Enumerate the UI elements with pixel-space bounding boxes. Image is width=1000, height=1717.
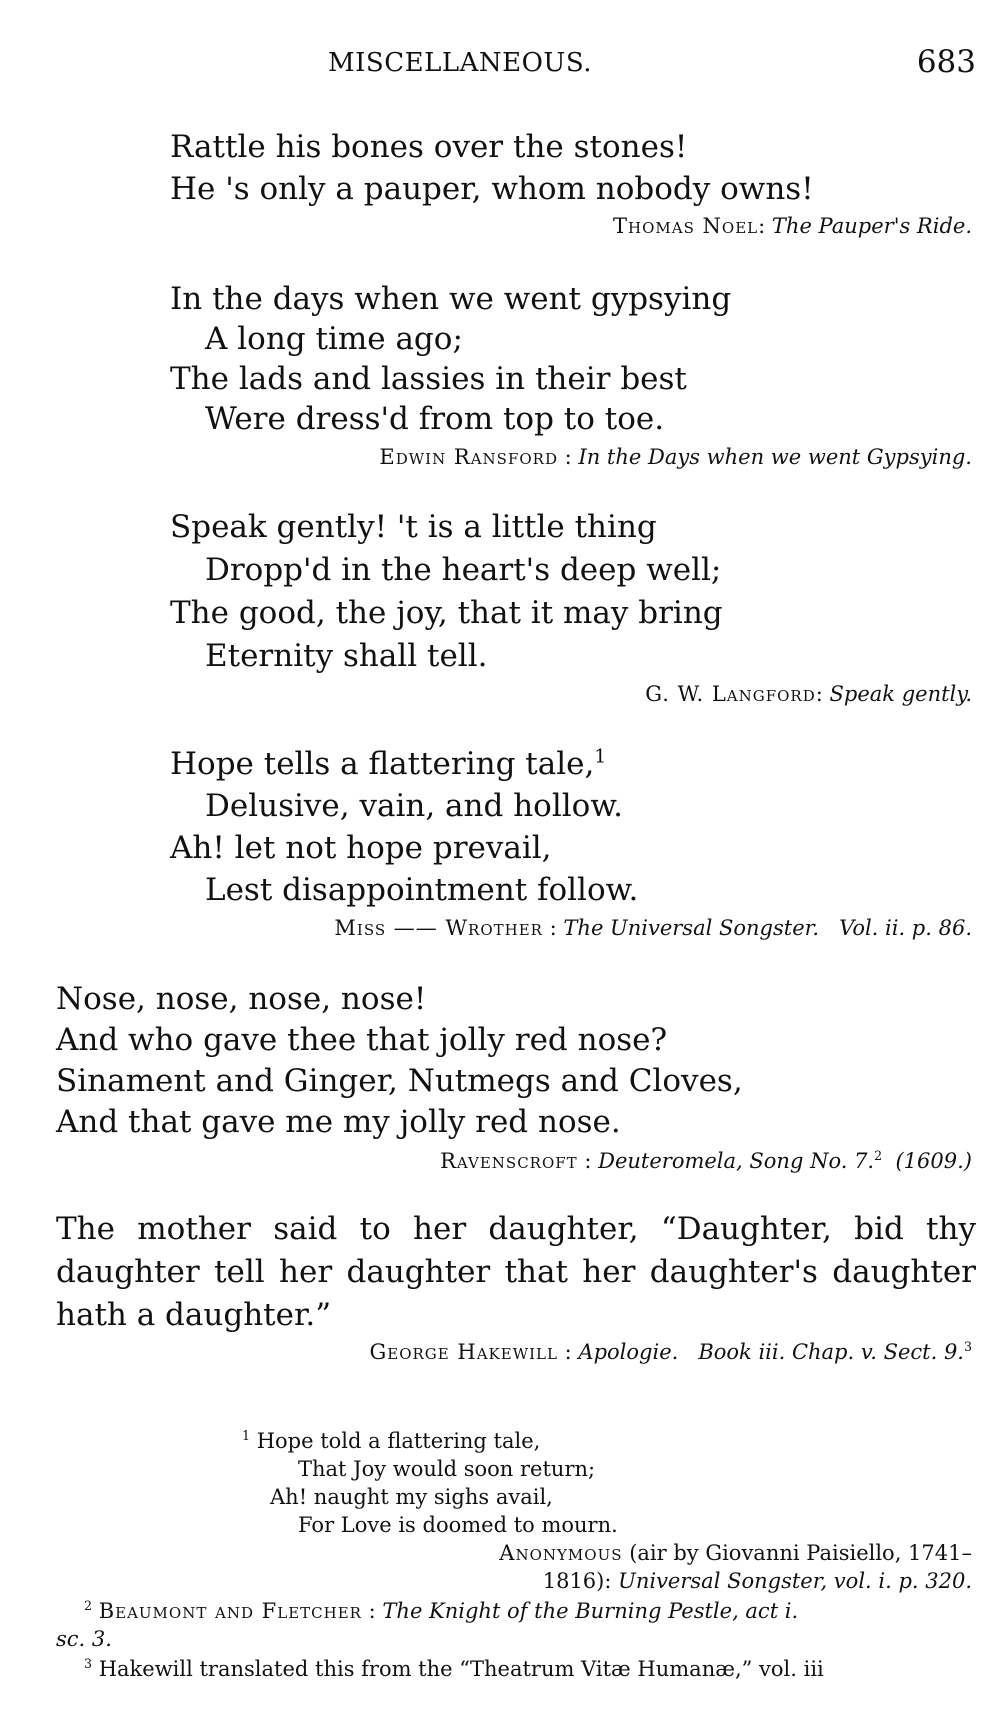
footnote-line: $^3$ Hakewill translated this from the “Theatrum Vitæ Humanæ,” vol. iii <box>84 1656 824 1681</box>
section-reference: Book iii. Chap. v. Sect. 9. <box>698 1340 964 1364</box>
footnote-line: Ah! naught my sighs avail, <box>270 1485 553 1509</box>
author-name: Miss —— Wrother <box>334 916 543 940</box>
page-number: 683 <box>916 44 976 80</box>
author-name: Thomas Noel <box>613 214 759 238</box>
quote-line: Sinament and Ginger, Nutmegs and Cloves, <box>56 1063 743 1099</box>
quote-line: Hope tells a flattering tale,$^1$ <box>170 746 607 782</box>
quote-line: Eternity shall tell. <box>205 638 488 674</box>
work-title: The Universal Songster. <box>563 916 820 940</box>
footnote-marker: 3 <box>963 1339 972 1354</box>
footnote-attribution: Anonymous (air by Giovanni Paisiello, 1741– <box>499 1541 972 1565</box>
running-header: MISCELLANEOUS. <box>328 48 592 78</box>
work-title: The Pauper's Ride. <box>771 214 972 238</box>
work-title: Apologie. <box>578 1340 679 1364</box>
prose-quote: The mother said to her daughter, “Daughter, bid thy daughter tell her daughter that her daughter's daughter hath a daughter.” <box>56 1211 976 1333</box>
quote-line: And who gave thee that jolly red nose? <box>56 1022 668 1058</box>
footnote-marker: 1 <box>594 746 607 768</box>
attribution: Edwin Ransford : In the Days when we went Gypsying. <box>379 445 972 469</box>
year: (1609.) <box>895 1149 972 1173</box>
quote-line: In the days when we went gypsying <box>170 281 732 317</box>
attribution: Miss —— Wrother : The Universal Songster. Vol. ii. p. 86. <box>334 916 972 940</box>
author-name: Beaumont and Fletcher <box>98 1599 362 1623</box>
quote-line: Ah! let not hope prevail, <box>170 830 552 866</box>
work-title: In the Days when we went Gypsying. <box>578 445 972 469</box>
work-title: Deuteromela, Song No. 7. <box>598 1149 875 1173</box>
attribution: Thomas Noel: The Pauper's Ride. <box>613 214 972 238</box>
attribution: George Hakewill : Apologie. Book iii. Chap. v. Sect. 9.$^3$ <box>369 1339 972 1364</box>
author-name: Edwin Ransford <box>379 445 558 469</box>
quote-line: Dropp'd in the heart's deep well; <box>205 552 722 588</box>
volume-reference: Vol. ii. p. 86. <box>839 916 972 940</box>
author-name: Ravenscroft <box>440 1149 578 1173</box>
footnote-line: For Love is doomed to mourn. <box>298 1513 618 1537</box>
footnote-number: 1 <box>242 1428 251 1443</box>
footnote-marker: 2 <box>874 1148 883 1163</box>
quote-line: A long time ago; <box>205 321 463 357</box>
attribution: Ravenscroft : Deuteromela, Song No. 7.$^2$ (1609.) <box>440 1148 972 1173</box>
footnote-number: 3 <box>84 1656 93 1671</box>
quote-line: Rattle his bones over the stones! <box>170 129 688 165</box>
quote-line: He 's only a pauper, whom nobody owns! <box>170 171 814 207</box>
author-name: G. W. Langford <box>645 682 816 706</box>
footnote-line: $^2$ Beaumont and Fletcher : The Knight of the Burning Pestle, act i. <box>84 1598 799 1623</box>
work-title: The Knight of the Burning Pestle, act i. <box>382 1599 799 1623</box>
quote-line: Were dress'd from top to toe. <box>205 401 665 437</box>
quote-line: The good, the joy, that it may bring <box>170 595 723 631</box>
footnote-line: sc. 3. <box>56 1627 112 1651</box>
footnote-line: $^1$ Hope told a flattering tale, <box>242 1428 541 1453</box>
quote-line: And that gave me my jolly red nose. <box>56 1104 621 1140</box>
footnote-number: 2 <box>84 1598 93 1613</box>
footnote-attribution: 1816): Universal Songster, vol. i. p. 320. <box>542 1569 972 1593</box>
work-title: Universal Songster, vol. i. p. 320. <box>618 1569 972 1593</box>
quote-line: Nose, nose, nose, nose! <box>56 981 427 1017</box>
footnote-line: That Joy would soon return; <box>298 1457 596 1481</box>
quote-line: The lads and lassies in their best <box>170 361 687 397</box>
quote-line: Lest disappointment follow. <box>205 872 639 908</box>
work-title: Speak gently. <box>829 682 972 706</box>
attribution: G. W. Langford: Speak gently. <box>645 682 972 706</box>
quote-line: Speak gently! 't is a little thing <box>170 509 657 545</box>
author-name: Anonymous <box>499 1541 623 1565</box>
author-name: George Hakewill <box>369 1340 558 1364</box>
quote-line: Delusive, vain, and hollow. <box>205 788 624 824</box>
